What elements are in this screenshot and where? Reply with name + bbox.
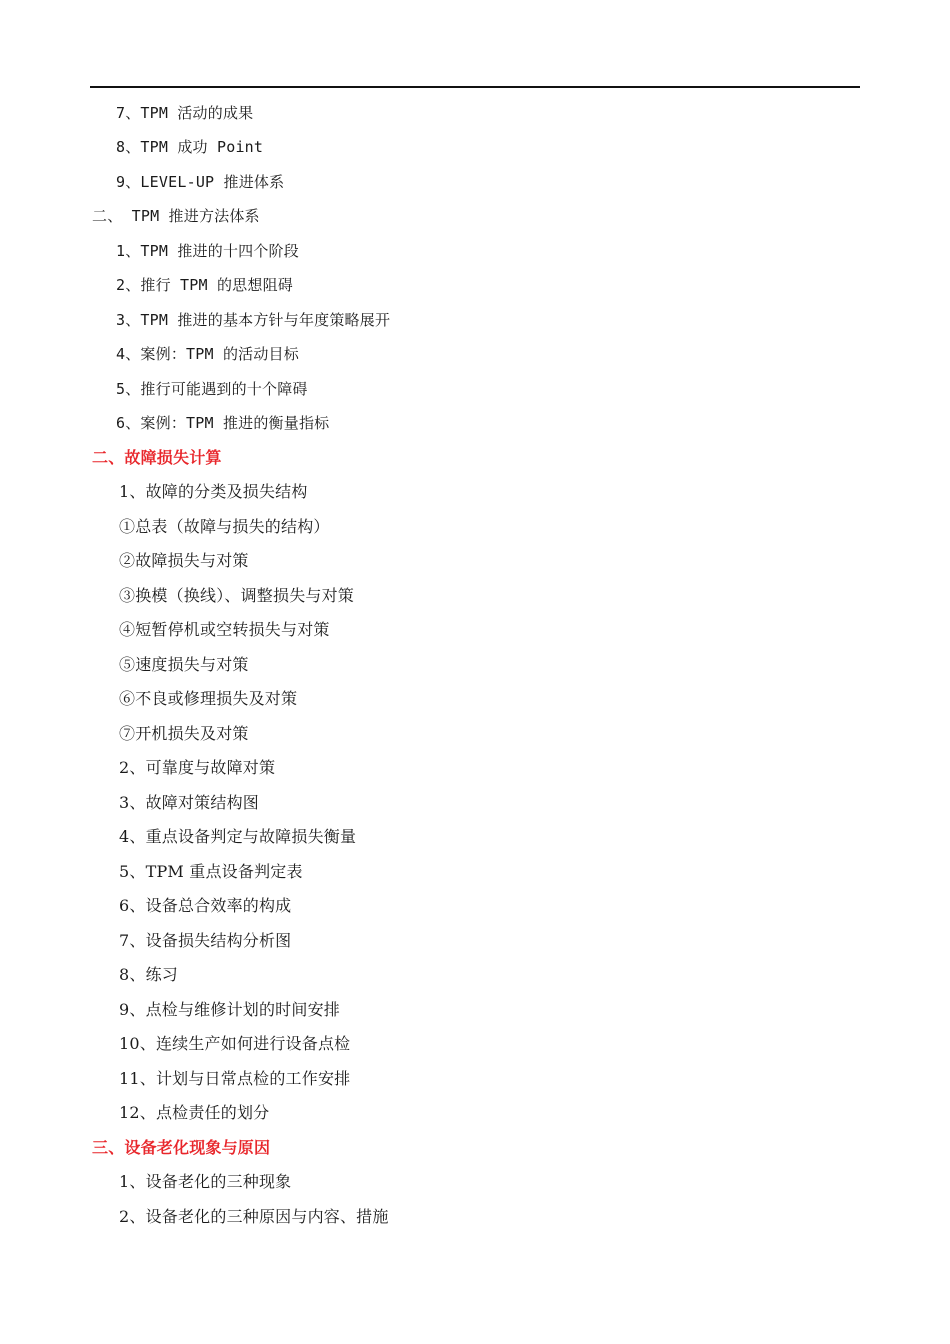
list-item: 5、TPM 重点设备判定表	[119, 862, 303, 881]
list-item: 3、故障对策结构图	[119, 793, 259, 812]
list-item: 11、计划与日常点检的工作安排	[119, 1069, 351, 1088]
list-item: ⑦开机损失及对策	[119, 724, 249, 743]
list-item: 4、案例：TPM 的活动目标	[116, 345, 299, 363]
list-item: ④短暂停机或空转损失与对策	[119, 620, 330, 639]
header-rule	[90, 86, 860, 88]
list-item: 1、故障的分类及损失结构	[119, 482, 308, 501]
list-item: 2、推行 TPM 的思想阻碍	[116, 276, 293, 294]
list-item: 8、练习	[119, 965, 178, 984]
section-heading-aging: 三、设备老化现象与原因	[92, 1138, 271, 1157]
list-item: 2、可靠度与故障对策	[119, 758, 276, 777]
list-item: 6、案例：TPM 推进的衡量指标	[116, 414, 330, 432]
list-item: ⑤速度损失与对策	[119, 655, 249, 674]
list-item: 12、点检责任的划分	[119, 1103, 270, 1122]
list-item: 7、设备损失结构分析图	[119, 931, 292, 950]
list-item: 9、点检与维修计划的时间安排	[119, 1000, 340, 1019]
list-item: 9、LEVEL-UP 推进体系	[116, 173, 285, 191]
section-heading-failure: 二、故障损失计算	[92, 448, 222, 467]
list-item: 7、TPM 活动的成果	[116, 104, 254, 122]
list-item: 2、设备老化的三种原因与内容、措施	[119, 1207, 389, 1226]
section-heading-tpm: 二、 TPM 推进方法体系	[92, 207, 260, 225]
list-item: 4、重点设备判定与故障损失衡量	[119, 827, 357, 846]
list-item: 8、TPM 成功 Point	[116, 138, 264, 156]
list-item: 5、推行可能遇到的十个障碍	[116, 380, 308, 398]
list-item: 6、设备总合效率的构成	[119, 896, 292, 915]
list-item: ③换模（换线）、调整损失与对策	[119, 586, 355, 605]
list-item: ⑥不良或修理损失及对策	[119, 689, 298, 708]
list-item: 1、TPM 推进的十四个阶段	[116, 242, 299, 260]
list-item: 1、设备老化的三种现象	[119, 1172, 292, 1191]
list-item: ①总表（故障与损失的结构）	[119, 517, 330, 536]
list-item: ②故障损失与对策	[119, 551, 249, 570]
list-item: 10、连续生产如何进行设备点检	[119, 1034, 351, 1053]
list-item: 3、TPM 推进的基本方针与年度策略展开	[116, 311, 391, 329]
